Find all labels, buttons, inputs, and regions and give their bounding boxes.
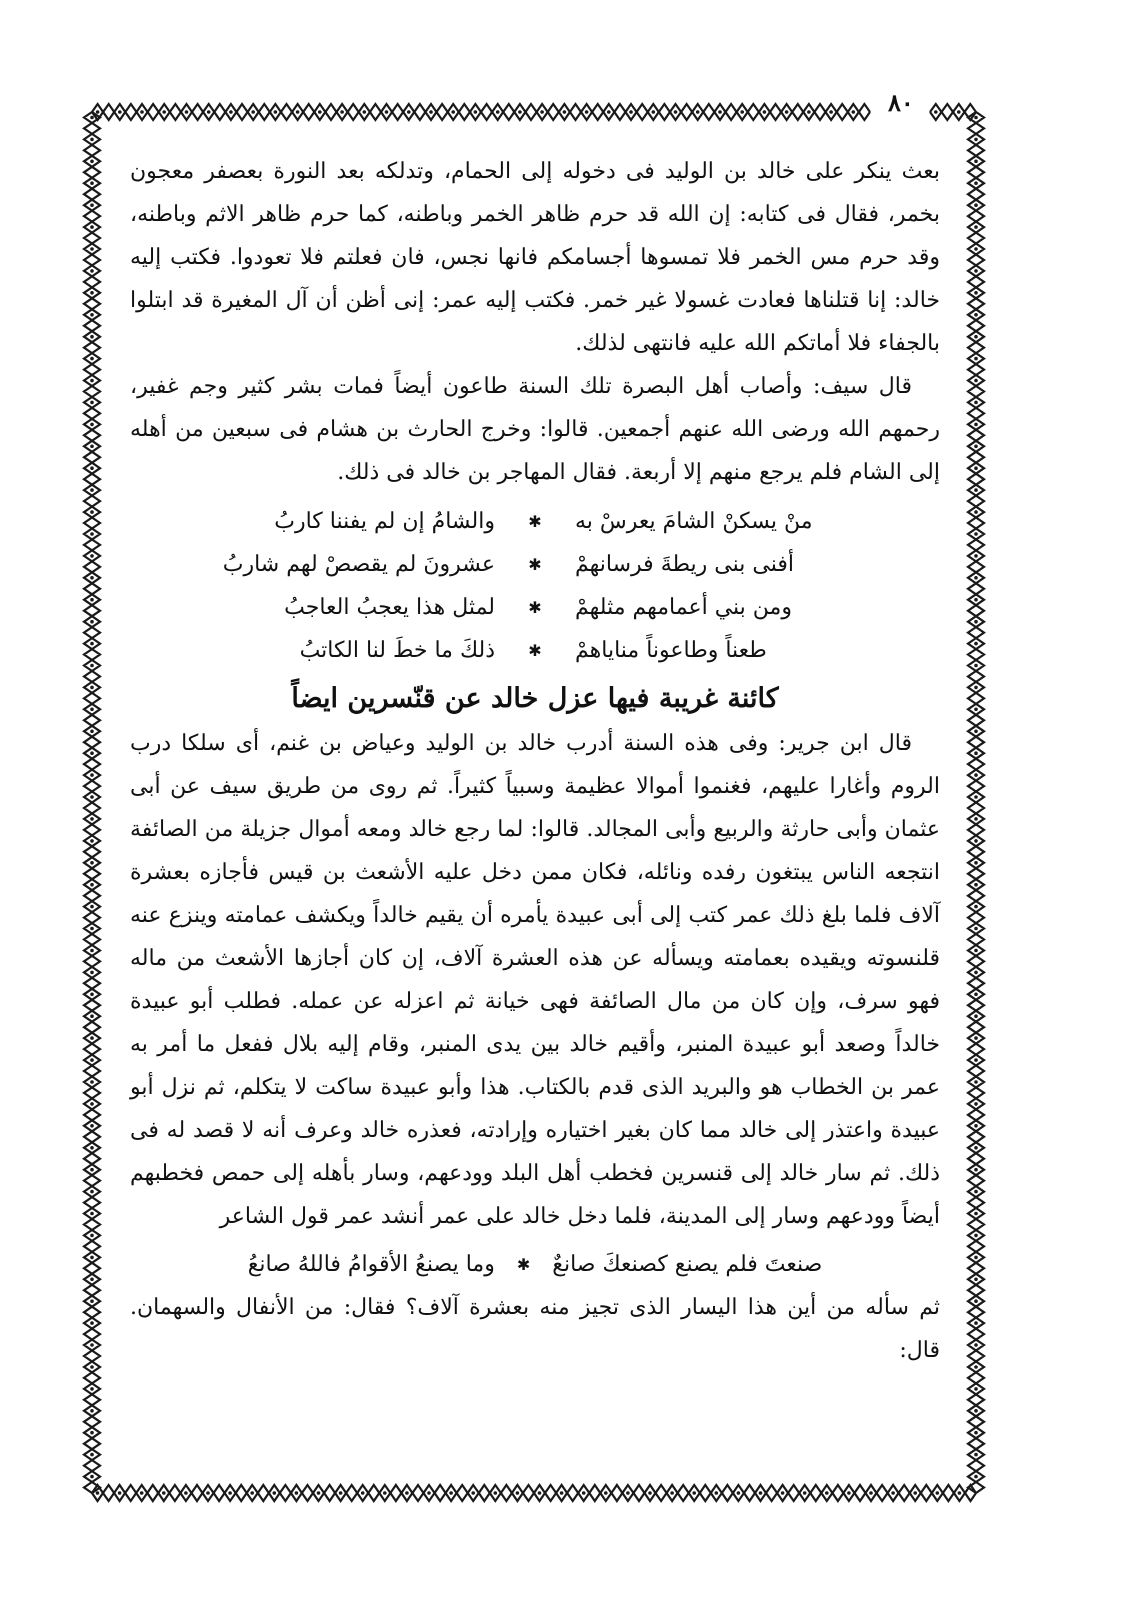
page-body: [130, 150, 940, 1372]
verse-separator-icon: ✱: [528, 598, 542, 617]
verse-separator-icon: ✱: [516, 1254, 531, 1274]
closing-verse-first: صنعتَ فلم يصنع كصنعكَ صانعٌ: [552, 1251, 823, 1277]
paragraph-2: قال سيف: وأصاب أهل البصرة تلك السنة طاعون أيضاً فمات بشر كثير وجم غفير، رحمهم الله ورضى الله عنهم أجمعين. قالوا: وخرج الحارث بن هشام فى سبعين من أهله إلى الشام فلم يرجع منهم إلا أربعة. فقال المهاجر بن خالد فى ذلك.: [130, 374, 940, 485]
poem-line: [225, 500, 845, 543]
poem-hemistich-first: أفنى بنى ريطةَ فرسانهمْ: [575, 552, 794, 577]
verse-separator-icon: ✱: [528, 641, 542, 660]
paragraph-3: قال ابن جرير: وفى هذه السنة أدرب خالد بن الوليد وعياض بن غنم، أى سلكا درب الروم وأغارا عليهم، فغنموا أموالا عظيمة وسبياً كثيراً. ثم روى من طريق سيف عن أبى عثمان وأبى حارثة والربيع وأبى المجالد. قالوا: لما رجع خالد ومعه أموال جزيلة من الصائفة انتجعه الناس يبتغون رفده ونائله، فكان ممن دخل عليه الأشعث بن قيس فأجازه بعشرة آلاف فلما بلغ ذلك عمر كتب إلى أبى عبيدة يأمره أن يقيم خالداً ويكشف عمامته وينزع عنه قلنسوته ويقيده بعمامته ويسأله عن هذه العشرة آلاف، إن كان أجازها الأشعث من ماله فهو سرف، وإن كان من مال الصائفة فهى خيانة ثم اعزله عن عمله. فطلب أبو عبيدة خالداً وصعد أبو عبيدة المنبر، وأقيم خالد بين يدى المنبر، وقام إليه بلال ففعل ما أمر به عمر بن الخطاب هو والبريد الذى قدم بالكتاب. هذا وأبو عبيدة ساكت لا يتكلم، ثم نزل أبو عبيدة واعتذر إلى خالد مما كان بغير اختياره وإرادته، فعذره خالد وعرف أنه لا قصد له فى ذلك. ثم سار خالد إلى قنسرين فخطب أهل البلد وودعهم، وسار بأهله إلى حمص فخطبهم أيضاً وودعهم وسار إلى المدينة، فلما دخل خالد على عمر أنشد عمر قول الشاعر: [130, 731, 940, 1229]
poem-line: [222, 543, 845, 586]
poem: [222, 500, 845, 672]
poem-hemistich-second: عشرونَ لم يقصصْ لهم شاربُ: [222, 552, 495, 577]
poem-hemistich-second: والشامُ إن لم يفننا كاربُ: [274, 509, 495, 534]
poem-hemistich-first: منْ يسكنْ الشامَ يعرسْ به: [575, 509, 813, 534]
poem-hemistich-first: ومن بني أعمامهم مثلهمْ: [575, 595, 792, 620]
poem-hemistich-second: ذلكَ ما خطَ لنا الكاتبُ: [299, 638, 495, 663]
section-title: كائنة غريبة فيها عزل خالد عن قنّسرين ايضاً: [291, 683, 779, 714]
poem-line: [225, 629, 845, 672]
poem-hemistich-first: طعناً وطاعوناً مناياهمْ: [575, 638, 767, 663]
poem-hemistich-second: لمثل هذا يعجبُ العاجبُ: [284, 595, 495, 620]
closing-verse-second: وما يصنعُ الأقوامُ فاللهُ صانعُ: [247, 1251, 495, 1277]
paragraph-4: ثم سأله من أين هذا اليسار الذى تجيز منه بعشرة آلاف؟ فقال: من الأنفال والسهمان. قال:: [130, 1295, 940, 1363]
verse-separator-icon: ✱: [528, 512, 542, 531]
poem-line: [225, 586, 845, 629]
paragraph-1: بعث ينكر على خالد بن الوليد فى دخوله إلى الحمام، وتدلكه بعد النورة بعصفر معجون بخمر، فقال فى كتابه: إن الله قد حرم ظاهر الخمر وباطنه، كما حرم ظاهر الاثم وباطنه، وقد حرم مس الخمر فلا تمسوها أجسامكم فانها نجس، فان فعلتم فلا تعودوا. فكتب إليه خالد: إنا قتلناها فعادت غسولا غير خمر. فكتب إليه عمر: إنى أظن أن آل المغيرة قد ابتلوا بالجفاء فلا أماتكم الله عليه فانتهى لذلك.: [130, 159, 940, 356]
page-number: ٨٠: [888, 88, 914, 117]
closing-verse: [130, 1242, 940, 1286]
verse-separator-icon: ✱: [528, 555, 542, 574]
